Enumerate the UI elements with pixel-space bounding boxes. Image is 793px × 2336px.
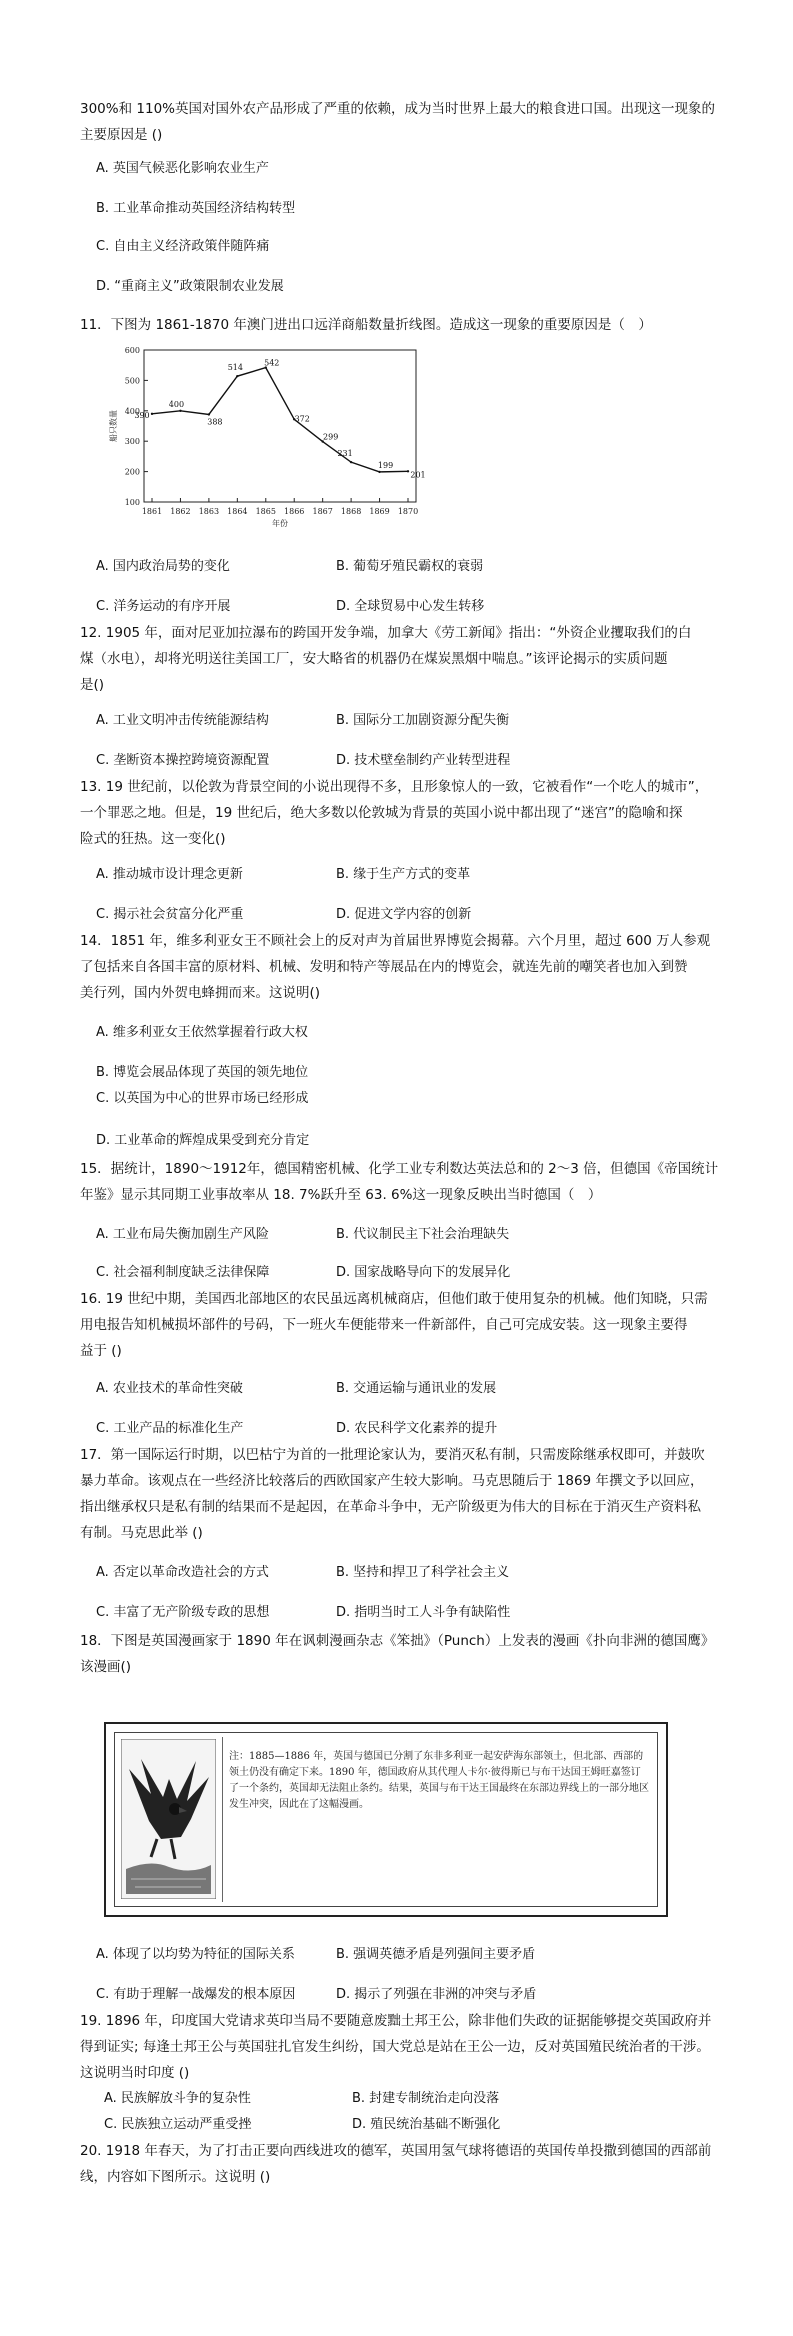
q15-stem-line1: 15．据统计，1890～1912年，德国精密机械、化学工业专利数达英法总和的 2～3 倍，但德国《帝国统计 bbox=[80, 1161, 719, 1177]
q19-option-c[interactable]: C. 民族独立运动严重受挫 bbox=[104, 2117, 252, 2132]
q13-option-d[interactable]: D. 促进文学内容的创新 bbox=[336, 907, 472, 922]
q16-option-c[interactable]: C. 工业产品的标准化生产 bbox=[96, 1421, 244, 1436]
q17-stem-line3: 指出继承权只是私有制的结果而不是起因，在革命斗争中，无产阶级更为伟大的目标在于消灭生产资料私 bbox=[80, 1499, 701, 1515]
y-tick-label: 200 bbox=[124, 467, 140, 477]
q15-option-b[interactable]: B. 代议制民主下社会治理缺失 bbox=[336, 1227, 510, 1242]
q14-option-d[interactable]: D. 工业革命的辉煌成果受到充分肯定 bbox=[96, 1133, 310, 1148]
q17-option-c[interactable]: C. 丰富了无产阶级专政的思想 bbox=[96, 1605, 270, 1620]
x-tick-label: 1862 bbox=[170, 507, 191, 516]
data-label: 542 bbox=[264, 358, 280, 368]
q12-stem-line2: 煤（水电），却将光明送往美国工厂，安大略省的机器仍在煤炭黑烟中喘息。”该评论揭示的实质问题 bbox=[80, 651, 668, 667]
q19-option-a[interactable]: A. 民族解放斗争的复杂性 bbox=[104, 2091, 251, 2106]
data-label: 390 bbox=[134, 410, 150, 420]
q14-option-b[interactable]: B. 博览会展品体现了英国的领先地位 bbox=[96, 1065, 309, 1080]
data-point bbox=[151, 413, 153, 415]
q16-stem-line1: 16. 19 世纪中期，美国西北部地区的农民虽远离机械商店，但他们敢于使用复杂的机械。他们知晓，只需 bbox=[80, 1291, 708, 1307]
x-tick-label: 1861 bbox=[141, 507, 163, 516]
x-tick-label: 1866 bbox=[284, 507, 305, 516]
cartoon-divider bbox=[222, 1737, 223, 1902]
data-label: 231 bbox=[337, 449, 353, 459]
q10-stem-line2: 主要原因是 () bbox=[80, 127, 163, 143]
q10-option-c[interactable]: C. 自由主义经济政策伴随阵痛 bbox=[96, 239, 270, 254]
q17-stem-line4: 有制。马克思此举 () bbox=[80, 1525, 203, 1541]
data-point bbox=[350, 461, 352, 463]
q17-stem-line1: 17．第一国际运行时期，以巴枯宁为首的一批理论家认为，要消灭私有制，只需废除继承权即可，并鼓吹 bbox=[80, 1447, 705, 1463]
x-tick-label: 1870 bbox=[397, 507, 419, 516]
data-point bbox=[179, 410, 181, 412]
german-eagle-cartoon-figure bbox=[104, 1722, 668, 1917]
q18-stem-line1: 18．下图是英国漫画家于 1890 年在讽刺漫画杂志《笨拙》（Punch）上发表的漫画《扑向非洲的德国鹰》 bbox=[80, 1633, 715, 1649]
y-tick-label: 100 bbox=[124, 498, 140, 507]
q20-stem-line1: 20. 1918 年春天，为了打击正要向西线进攻的德军，英国用氢气球将德语的英国传单投撒到德国的西部前 bbox=[80, 2143, 712, 2159]
q17-option-a[interactable]: A. 否定以革命改造社会的方式 bbox=[96, 1565, 269, 1580]
x-tick-label: 1863 bbox=[198, 507, 220, 516]
y-tick-label: 500 bbox=[124, 376, 140, 386]
q16-option-d[interactable]: D. 农民科学文化素养的提升 bbox=[336, 1421, 498, 1436]
y-axis-label: 船只数量 bbox=[109, 410, 118, 442]
q11-option-c[interactable]: C. 洋务运动的有序开展 bbox=[96, 599, 231, 614]
q18-stem-line2: 该漫画() bbox=[80, 1659, 132, 1675]
data-label: 199 bbox=[377, 460, 394, 470]
q12-option-a[interactable]: A. 工业文明冲击传统能源结构 bbox=[96, 713, 269, 728]
x-tick-label: 1867 bbox=[312, 507, 333, 516]
data-label: 201 bbox=[410, 470, 426, 480]
q19-option-d[interactable]: D. 殖民统治基础不断强化 bbox=[352, 2117, 501, 2132]
q16-option-a[interactable]: A. 农业技术的革命性突破 bbox=[96, 1381, 243, 1396]
q15-option-c[interactable]: C. 社会福利制度缺乏法律保障 bbox=[96, 1265, 270, 1280]
q10-option-a[interactable]: A. 英国气候恶化影响农业生产 bbox=[96, 161, 269, 176]
q13-option-a[interactable]: A. 推动城市设计理念更新 bbox=[96, 867, 243, 882]
q17-stem-line2: 暴力革命。该观点在一些经济比较落后的西欧国家产生较大影响。马克思随后于 1869 年撰文予以回应， bbox=[80, 1473, 704, 1489]
q19-option-b[interactable]: B. 封建专制统治走向没落 bbox=[352, 2091, 500, 2106]
data-point bbox=[378, 471, 380, 473]
q14-option-c[interactable]: C. 以英国为中心的世界市场已经形成 bbox=[96, 1091, 309, 1106]
q12-option-c[interactable]: C. 垄断资本操控跨境资源配置 bbox=[96, 753, 270, 768]
q18-option-b[interactable]: B. 强调英德矛盾是列强间主要矛盾 bbox=[336, 1947, 536, 1962]
x-tick-label: 1869 bbox=[369, 507, 390, 516]
q12-option-d[interactable]: D. 技术壁垒制约产业转型进程 bbox=[336, 753, 511, 768]
q16-stem-line2: 用电报告知机械损坏部件的号码，下一班火车便能带来一件新部件，自己可完成安装。这一现象主要得 bbox=[80, 1317, 688, 1333]
chart-plot-frame bbox=[144, 350, 416, 502]
data-point bbox=[236, 375, 238, 377]
q12-stem-line1: 12. 1905 年，面对尼亚加拉瀑布的跨国开发争端，加拿大《劳工新闻》指出：“外资企业攫取我们的白 bbox=[80, 625, 692, 641]
q14-stem-line3: 美行列，国内外贺电蜂拥而来。这说明() bbox=[80, 985, 321, 1001]
ship-count-line-chart bbox=[96, 340, 426, 540]
chart-svg bbox=[96, 340, 426, 540]
q10-stem-line1: 300%和 110%英国对国外农产品形成了严重的依赖，成为当时世界上最大的粮食进口国。出现这一现象的 bbox=[80, 101, 715, 117]
q14-option-a[interactable]: A. 维多利亚女王依然掌握着行政大权 bbox=[96, 1025, 308, 1040]
q16-option-b[interactable]: B. 交通运输与通讯业的发展 bbox=[336, 1381, 497, 1396]
data-point bbox=[208, 413, 210, 415]
data-label: 299 bbox=[323, 432, 339, 442]
y-tick-label: 400 bbox=[124, 406, 140, 416]
q11-option-b[interactable]: B. 葡萄牙殖民霸权的衰弱 bbox=[336, 559, 484, 574]
q18-option-c[interactable]: C. 有助于理解一战爆发的根本原因 bbox=[96, 1987, 296, 2002]
q15-stem-line2: 年鉴》显示其同期工业事故率从 18. 7%跃升至 63. 6%这一现象反映出当时德国（ ） bbox=[80, 1187, 602, 1203]
data-point bbox=[407, 470, 409, 472]
q11-stem: 11．下图为 1861-1870 年澳门进出口远洋商船数量折线图。造成这一现象的重要原因是（ ） bbox=[80, 317, 652, 333]
q18-option-a[interactable]: A. 体现了以均势为特征的国际关系 bbox=[96, 1947, 295, 1962]
x-tick-label: 1865 bbox=[255, 507, 276, 516]
cartoon-note-text: 注：1885—1886 年，英国与德国已分割了东非多利亚一起安萨海东部领土，但北部、西部的领土仍没有确定下来。1890 年，德国政府从其代理人卡尔·彼得斯已与布干达国王姆旺嘉签订了一个条约，英国却无法阻止条约。结果，英国与布干达王国最终在东部边界线上的一部分地区发生冲突，因此在了这幅漫画。 bbox=[229, 1751, 649, 1810]
q13-option-b[interactable]: B. 缘于生产方式的变革 bbox=[336, 867, 471, 882]
q12-stem-line3: 是() bbox=[80, 677, 105, 693]
q12-option-b[interactable]: B. 国际分工加剧资源分配失衡 bbox=[336, 713, 510, 728]
cartoon-frame bbox=[114, 1732, 658, 1907]
data-label: 400 bbox=[168, 399, 185, 409]
data-label: 388 bbox=[207, 417, 223, 427]
q11-option-a[interactable]: A. 国内政治局势的变化 bbox=[96, 559, 230, 574]
q17-option-b[interactable]: B. 坚持和捍卫了科学社会主义 bbox=[336, 1565, 510, 1580]
q13-stem-line1: 13. 19 世纪前，以伦敦为背景空间的小说出现得不多，且形象惊人的一致，它被看作“一个吃人的城市”， bbox=[80, 779, 709, 795]
x-tick-label: 1864 bbox=[227, 507, 248, 516]
q14-stem-line2: 了包括来自各国丰富的原材料、机械、发明和特产等展品在内的博览会，就连先前的嘲笑者也加入到赞 bbox=[80, 959, 688, 975]
q17-option-d[interactable]: D. 指明当时工人斗争有缺陷性 bbox=[336, 1605, 511, 1620]
y-tick-label: 600 bbox=[124, 346, 140, 355]
x-tick-label: 1868 bbox=[340, 507, 362, 516]
ship-count-series-line bbox=[152, 368, 408, 472]
q10-option-b[interactable]: B. 工业革命推动英国经济结构转型 bbox=[96, 201, 296, 216]
q15-option-a[interactable]: A. 工业布局失衡加剧生产风险 bbox=[96, 1227, 269, 1242]
q19-stem-line1: 19. 1896 年，印度国大党请求英印当局不要随意废黜土邦王公，除非他们失政的证据能够提交英国政府并 bbox=[80, 2013, 712, 2029]
q16-stem-line3: 益于 () bbox=[80, 1343, 122, 1359]
q19-stem-line2: 得到证实; 每逢土邦王公与英国驻扎官发生纠纷，国大党总是站在王公一边，反对英国殖民统治者的干涉。 bbox=[80, 2039, 710, 2055]
q20-stem-line2: 线，内容如下图所示。这说明 () bbox=[80, 2169, 271, 2185]
q13-option-c[interactable]: C. 揭示社会贫富分化严重 bbox=[96, 907, 244, 922]
q18-option-d[interactable]: D. 揭示了列强在非洲的冲突与矛盾 bbox=[336, 1987, 537, 2002]
q13-stem-line2: 一个罪恶之地。但是，19 世纪后，绝大多数以伦敦城为背景的英国小说中都出现了“迷宫”的隐喻和探 bbox=[80, 805, 683, 821]
q15-option-d[interactable]: D. 国家战略导向下的发展异化 bbox=[336, 1265, 511, 1280]
q10-option-d[interactable]: D. “重商主义”政策限制农业发展 bbox=[96, 279, 284, 294]
eagle-cartoon-illustration bbox=[121, 1739, 216, 1899]
data-label: 514 bbox=[227, 363, 243, 373]
y-tick-label: 300 bbox=[124, 437, 140, 447]
q13-stem-line3: 险式的狂热。这一变化() bbox=[80, 831, 226, 847]
q11-option-d[interactable]: D. 全球贸易中心发生转移 bbox=[336, 599, 485, 614]
q14-stem-line1: 14．1851 年，维多利亚女王不顾社会上的反对声为首届世界博览会揭幕。六个月里，超过 600 万人参观 bbox=[80, 933, 711, 949]
q19-stem-line3: 这说明当时印度 () bbox=[80, 2065, 190, 2081]
x-axis-label: 年份 bbox=[272, 519, 288, 528]
data-label: 372 bbox=[294, 414, 310, 424]
